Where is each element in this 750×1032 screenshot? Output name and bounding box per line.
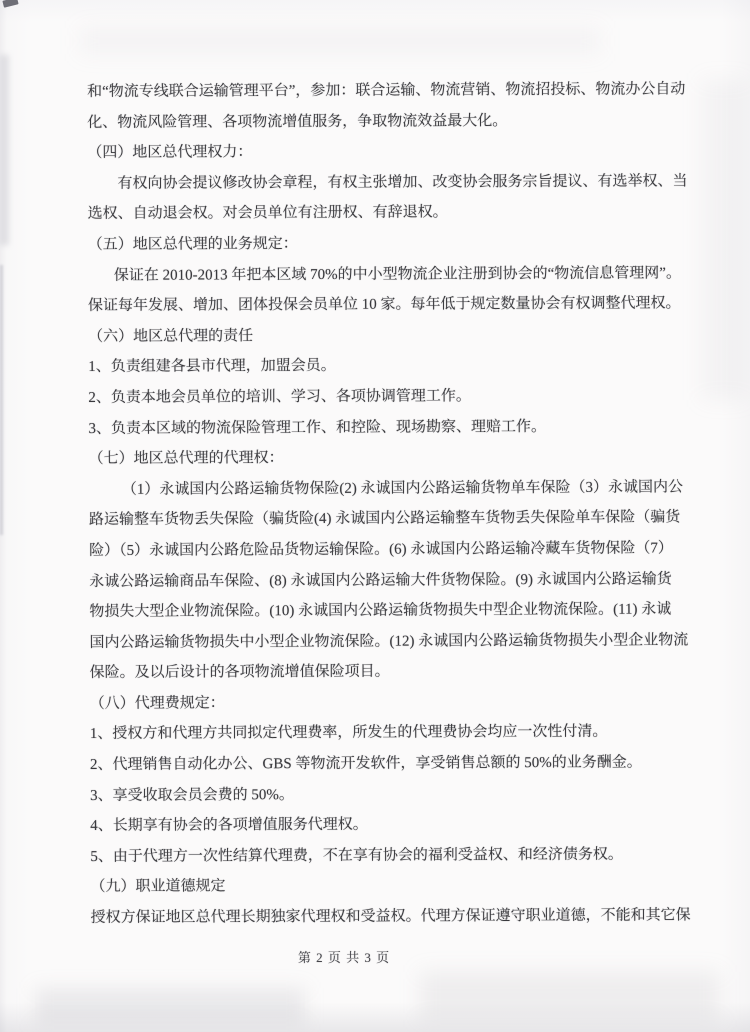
text-line: （1）永诚国内公路运输货物保险(2) 永诚国内公路运输货物单车保险（3）永诚国内公 <box>121 479 684 498</box>
section-heading: （四）地区总代理权力： <box>87 144 253 162</box>
text-line: 保险。及以后设计的各项物流增值保险项目。 <box>89 663 390 682</box>
section-heading: （五）地区总代理的业务规定： <box>87 236 298 253</box>
text-line: 永诚公路运输商品车保险、(8) 永诚国内公路运输大件货物保险。(9) 永诚国内公路运输货 <box>89 570 672 590</box>
list-item: 1、授权方和代理方共同拟定代理费率，所发生的代理费协会均应一次性付清。 <box>89 724 608 743</box>
page-number-footer: 第 2 页 共 3 页 <box>297 950 391 965</box>
scan-artifact <box>0 1002 750 1032</box>
text-line: 化、物流风险管理、各项物流增值服务，争取物流效益最大化。 <box>87 112 508 131</box>
scan-artifact <box>420 972 720 1020</box>
text-line: 险）（5）永诚国内公路危险品货物运输保险。(6) 永诚国内公路运输冷藏车货物保险（7） <box>89 540 673 559</box>
list-item: 2、代理销售自动化办公、GBS 等物流开发软件，享受销售总额的 50%的业务酬金。 <box>89 754 642 774</box>
section-heading: （八）代理费规定： <box>89 695 225 712</box>
text-line: 国内公路运输货物损失中小型企业物流保险。(12) 永诚国内公路运输货物损失小型企业物流 <box>89 632 689 651</box>
list-item: 4、长期享有协会的各项增值服务代理权。 <box>90 817 368 835</box>
section-heading: （六）地区总代理的责任 <box>88 328 254 345</box>
text-line: 路运输整车货物丢失保险（骗货险(4) 永诚国内公路运输整车货物丢失保险单车保险（骗货 <box>88 509 681 529</box>
scan-artifact <box>702 80 746 400</box>
section-heading: （九）职业道德规定 <box>90 878 226 896</box>
scan-corner-mark <box>2 0 18 8</box>
text-line: 保证在 2010-2013 年把本区域 70%的中小型物流企业注册到协会的“物流信息管理网”。 <box>113 264 681 284</box>
list-item: 3、享受收取会员会费的 50%。 <box>90 786 294 804</box>
text-line: 授权方保证地区总代理长期独家代理权和受益权。代理方保证遵守职业道德，不能和其它保 <box>90 907 691 927</box>
text-line: 物损失大型企业物流保险。(10) 永诚国内公路运输货物损失中型企业物流保险。(11) 永诚 <box>89 601 672 621</box>
document-body <box>87 74 703 933</box>
list-item: 5、由于代理方一次性结算代理费，不在享有协会的福利受益权、和经济债务权。 <box>90 846 623 865</box>
scan-artifact <box>80 28 600 54</box>
scan-artifact <box>35 988 305 1024</box>
scan-artifact <box>0 55 9 245</box>
list-item: 3、负责本区域的物流保险管理工作、和控险、现场勘察、理赔工作。 <box>88 418 547 437</box>
list-item: 1、负责组建各县市代理，加盟会员。 <box>88 358 336 376</box>
text-line: 保证每年发展、增加、团体投保会员单位 10 家。每年低于规定数量协会有权调整代理权。 <box>87 295 681 315</box>
section-heading: （七）地区总代理的代理权： <box>88 450 284 468</box>
list-item: 2、负责本地会员单位的培训、学习、各项协调管理工作。 <box>88 388 471 406</box>
text-line: 选权、自动退会权。对会员单位有注册权、有辞退权。 <box>87 204 448 223</box>
text-line: 和“物流专线联合运输管理平台”，参加：联合运输、物流营销、物流招投标、物流办公自动 <box>87 81 686 100</box>
scan-artifact <box>0 265 3 535</box>
text-line: 有权向协会提议修改协会章程，有权主张增加、改变协会服务宗旨提议、有选举权、当 <box>117 173 688 192</box>
